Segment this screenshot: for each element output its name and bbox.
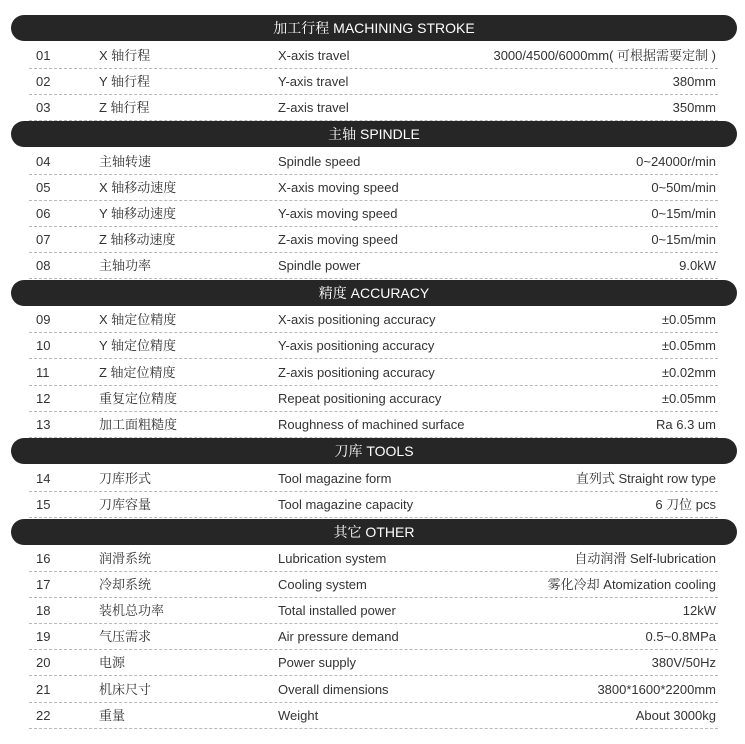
label-chinese: 气压需求 [99,629,152,644]
section-header: 其它 OTHER [11,519,737,545]
row-number: 15 [36,497,51,512]
label-chinese: X 轴行程 [99,48,151,63]
spec-row [29,227,718,253]
row-number: 21 [36,682,51,697]
spec-row [29,333,718,359]
label-chinese: Y 轴定位精度 [99,338,177,353]
spec-value: 直列式 Straight row type [575,471,716,486]
spec-row [29,650,718,676]
row-number: 20 [36,655,51,670]
spec-row [29,307,718,333]
row-number: 14 [36,471,51,486]
spec-value: 0.5~0.8MPa [645,629,716,644]
spec-row [29,43,718,69]
label-chinese: 电源 [99,655,126,670]
label-english: Power supply [278,655,357,670]
spec-value: 380mm [672,74,716,89]
label-chinese: 润滑系统 [99,551,152,566]
label-english: Spindle speed [278,154,361,169]
label-chinese: 加工面粗糙度 [99,417,178,432]
spec-value: 350mm [672,100,716,115]
spec-value: 雾化冷却 Atomization cooling [547,577,716,592]
spec-value: 0~50m/min [651,180,716,195]
row-number: 06 [36,206,51,221]
spec-value: 3000/4500/6000mm( 可根据需要定制 ) [493,48,716,63]
row-number: 10 [36,338,51,353]
label-english: Weight [278,708,319,723]
row-number: 11 [36,365,50,380]
spec-row [29,598,718,624]
spec-row [29,175,718,201]
label-english: Roughness of machined surface [278,417,465,432]
spec-row [29,95,718,121]
label-english: X-axis positioning accuracy [278,312,436,327]
label-english: Z-axis moving speed [278,232,398,247]
row-number: 05 [36,180,51,195]
spec-row [29,149,718,175]
label-chinese: X 轴定位精度 [99,312,177,327]
spec-value: ±0.05mm [661,391,716,406]
spec-value: 3800*1600*2200mm [597,682,716,697]
spec-row [29,360,718,386]
spec-row [29,546,718,572]
spec-value: 380V/50Hz [651,655,716,670]
label-chinese: 装机总功率 [99,603,165,618]
row-number: 07 [36,232,51,247]
spec-value: 0~15m/min [651,232,716,247]
spec-row [29,412,718,438]
label-chinese: 主轴转速 [99,154,152,169]
spec-row [29,624,718,650]
label-chinese: Y 轴行程 [99,74,151,89]
label-english: X-axis travel [278,48,350,63]
spec-value: 0~15m/min [651,206,716,221]
label-english: Z-axis travel [278,100,349,115]
label-english: Cooling system [278,577,367,592]
spec-row [29,386,718,412]
label-chinese: 刀库容量 [99,497,152,512]
label-english: Y-axis travel [278,74,349,89]
row-number: 17 [36,577,51,592]
row-number: 16 [36,551,51,566]
spec-value: ±0.02mm [661,365,716,380]
spec-row [29,201,718,227]
spec-value: 0~24000r/min [636,154,716,169]
spec-row [29,69,718,95]
spec-value: ±0.05mm [661,312,716,327]
label-chinese: Z 轴行程 [99,100,150,115]
label-english: Spindle power [278,258,361,273]
row-number: 01 [36,48,51,63]
spec-row [29,703,718,729]
row-number: 13 [36,417,51,432]
label-chinese: 机床尺寸 [99,682,152,697]
label-chinese: 主轴功率 [99,258,152,273]
row-number: 18 [36,603,51,618]
label-english: Overall dimensions [278,682,389,697]
row-number: 03 [36,100,51,115]
label-english: Total installed power [278,603,396,618]
section-header: 主轴 SPINDLE [11,121,737,147]
spec-value: 9.0kW [679,258,716,273]
spec-value: About 3000kg [635,708,716,723]
section-header: 加工行程 MACHINING STROKE [11,15,737,41]
spec-value: 6 刀位 pcs [655,497,716,512]
spec-value: Ra 6.3 um [656,417,716,432]
label-chinese: Z 轴定位精度 [99,365,176,380]
label-english: Tool magazine capacity [278,497,414,512]
label-english: X-axis moving speed [278,180,399,195]
label-chinese: X 轴移动速度 [99,180,177,195]
spec-value: 12kW [682,603,716,618]
spec-value: 自动润滑 Self-lubrication [574,551,716,566]
label-english: Repeat positioning accuracy [278,391,442,406]
spec-row [29,466,718,492]
label-english: Tool magazine form [278,471,392,486]
spec-row [29,572,718,598]
spec-row [29,677,718,703]
label-chinese: 刀库形式 [99,471,152,486]
spec-row [29,253,718,279]
label-chinese: Y 轴移动速度 [99,206,177,221]
row-number: 19 [36,629,51,644]
row-number: 04 [36,154,51,169]
section-header: 刀库 TOOLS [11,438,737,464]
label-english: Lubrication system [278,551,387,566]
spec-value: ±0.05mm [661,338,716,353]
row-number: 12 [36,391,51,406]
label-english: Y-axis positioning accuracy [278,338,435,353]
spec-row [29,492,718,518]
label-chinese: 重量 [99,708,126,723]
label-english: Y-axis moving speed [278,206,398,221]
row-number: 09 [36,312,51,327]
label-english: Z-axis positioning accuracy [278,365,435,380]
label-chinese: Z 轴移动速度 [99,232,176,247]
label-english: Air pressure demand [278,629,399,644]
row-number: 22 [36,708,51,723]
section-header: 精度 ACCURACY [11,280,737,306]
label-chinese: 重复定位精度 [99,391,178,406]
row-number: 02 [36,74,51,89]
label-chinese: 冷却系统 [99,577,152,592]
row-number: 08 [36,258,51,273]
